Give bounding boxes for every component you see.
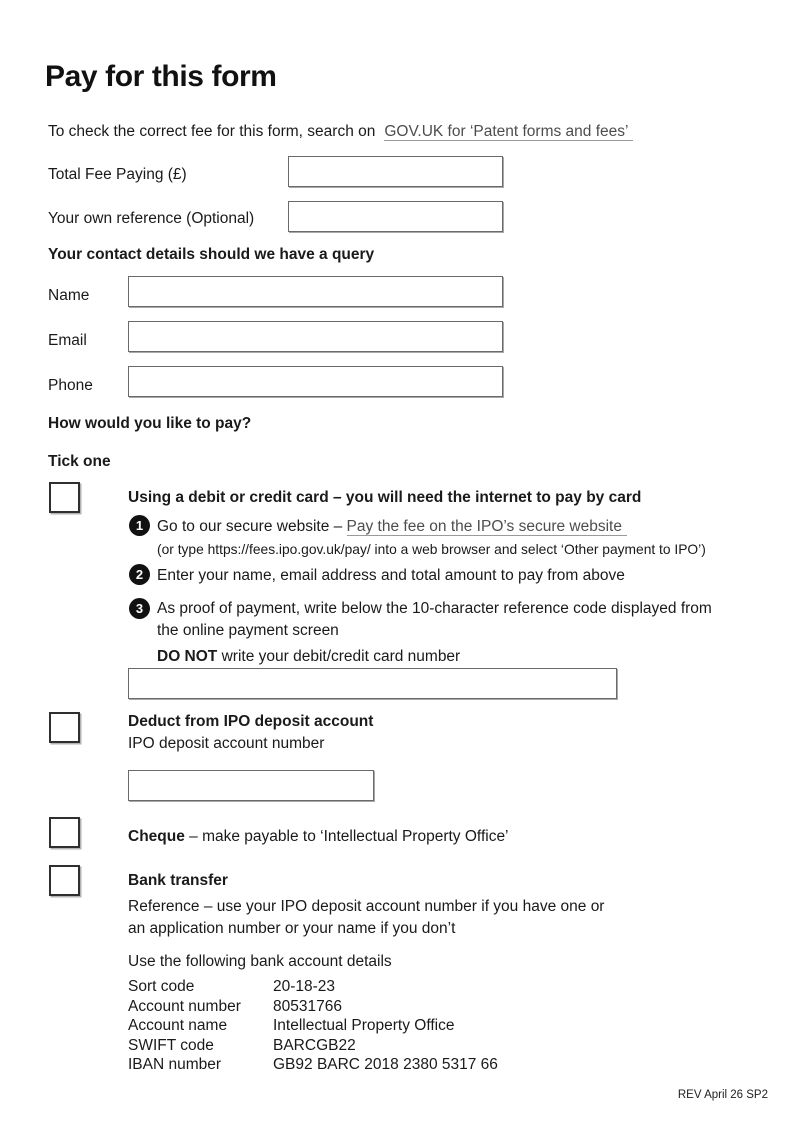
govuk-fees-link[interactable]: GOV.UK for ‘Patent forms and fees’ [384,123,633,141]
cheque-option-title-bold: Cheque [128,828,185,845]
total-fee-input[interactable] [288,156,503,187]
step-1-badge: 1 [129,515,150,536]
card-warning [157,646,460,668]
contact-heading: Your contact details should we have a query [48,246,375,263]
bank-detail-label: Account name [128,1017,228,1035]
bank-detail-value: 80531766 [273,997,342,1015]
step-2-text: Enter your name, email address and total amount to pay from above [157,567,625,584]
cheque-option-title-rest: – make payable to ‘Intellectual Property Office’ [184,828,509,845]
bank-detail-label: IBAN number [128,1056,222,1074]
step-1-text [157,516,627,538]
phone-input[interactable] [128,366,503,397]
bank-detail-label: Sort code [128,978,195,995]
card-reference-input[interactable] [128,668,617,699]
bank-detail-value: GB92 BARC 2018 2380 5317 66 [273,1056,498,1074]
bank-details-intro: Use the following bank account details [128,953,392,970]
total-fee-label: Total Fee Paying (£) [48,166,187,183]
tick-one-label: Tick one [48,453,111,470]
step-3-text: As proof of payment, write below the 10-character reference code displayed from the online payment screen [157,600,712,639]
bank-details-table [128,977,498,1075]
bank-detail-value: 20-18-23 [273,978,336,995]
email-label: Email [48,332,87,349]
deposit-account-input[interactable] [128,770,374,801]
payment-heading: How would you like to pay? [48,415,252,432]
ipo-secure-website-link[interactable]: Pay the fee on the IPO’s secure website [347,518,627,536]
deposit-option-subtitle: IPO deposit account number [128,735,325,752]
card-warning-bold: DO NOT [157,648,218,665]
step-2-badge: 2 [129,564,150,585]
own-reference-input[interactable] [288,201,503,232]
bank-detail-value: Intellectual Property Office [273,1017,455,1035]
bank-detail-label: Account number [128,997,241,1015]
step-1-text-prefix: Go to our secure website – [157,518,347,535]
cheque-option-title [128,826,509,848]
bank-detail-value: BARCGB22 [273,1036,356,1054]
bank-reference-note: Reference – use your IPO deposit account number if you have one or an application number or your name if you don’t [128,898,605,937]
intro-text: To check the correct fee for this form, search on [48,123,376,140]
intro-line [48,121,633,143]
revision-label: REV April 26 SP2 [677,1089,768,1101]
own-reference-label: Your own reference (Optional) [48,210,255,227]
bank-option-title: Bank transfer [128,872,228,889]
bank-detail-label: SWIFT code [128,1036,214,1054]
card-option-title: Using a debit or credit card – you will need the internet to pay by card [128,489,642,506]
bank-transfer-checkbox[interactable] [49,865,80,896]
step-1-note: (or type https://fees.ipo.gov.uk/pay/ into a web browser and select ‘Other payment to IPO’) [157,542,706,557]
page-title: Pay for this form [45,60,277,93]
cheque-checkbox[interactable] [49,817,80,848]
deposit-checkbox[interactable] [49,712,80,743]
card-warning-rest: write your debit/credit card number [217,648,461,665]
deposit-option-title: Deduct from IPO deposit account [128,713,374,730]
name-label: Name [48,287,90,304]
name-input[interactable] [128,276,503,307]
phone-label: Phone [48,377,93,394]
step-3-badge: 3 [129,598,150,619]
card-checkbox[interactable] [49,482,80,513]
email-input[interactable] [128,321,503,352]
